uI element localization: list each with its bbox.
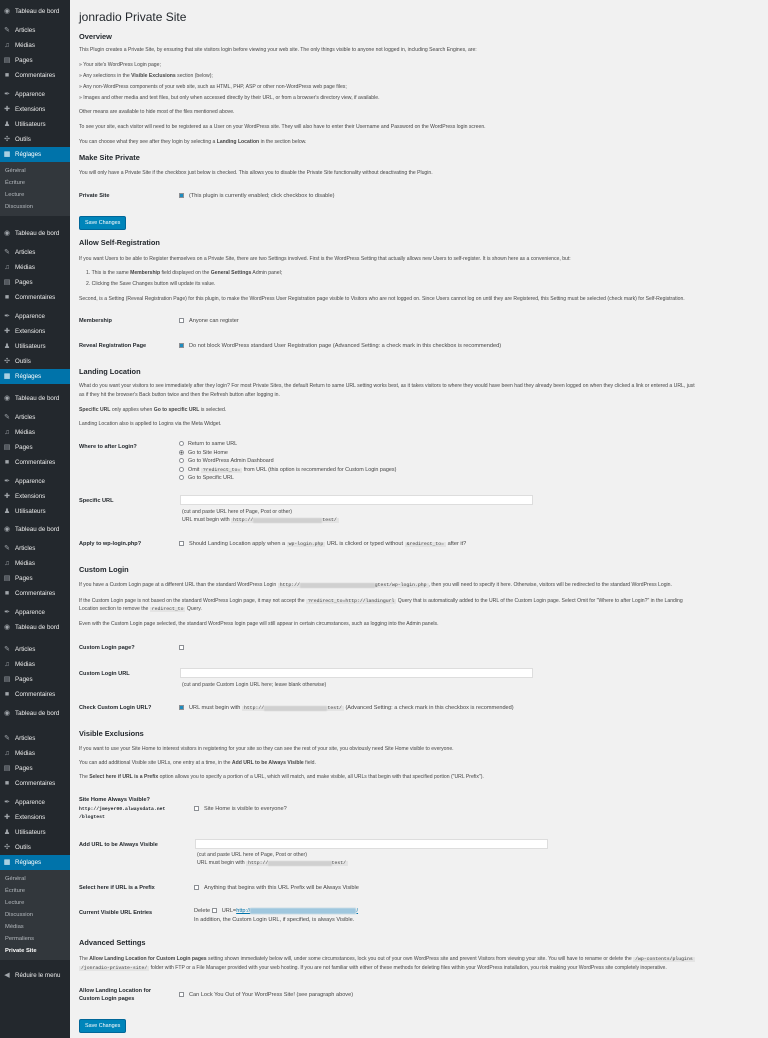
plugin-icon: ✚ — [4, 105, 10, 113]
landing-radio[interactable] — [179, 475, 184, 480]
comment-icon: ■ — [4, 779, 10, 787]
sidebar-item-label: Réduire le menu — [15, 972, 61, 979]
pin-icon: ✎ — [4, 734, 10, 742]
sidebar-item-label: Articles — [15, 735, 36, 742]
sidebar-item[interactable] — [0, 369, 70, 384]
plugin-icon: ✚ — [4, 492, 10, 500]
sidebar-item-label: Articles — [15, 249, 36, 256]
sidebar-item-label: Pages — [15, 676, 33, 683]
media-icon: ♫ — [4, 749, 10, 757]
sidebar-item-label: Apparence — [15, 609, 45, 616]
sidebar-item[interactable] — [0, 245, 70, 260]
pin-icon: ✎ — [4, 413, 10, 421]
sidebar-item[interactable] — [0, 309, 70, 324]
sidebar-submenu-item[interactable]: Discussion — [5, 204, 34, 210]
membership-option[interactable] — [179, 318, 239, 324]
sidebar-item-label: Pages — [15, 279, 33, 286]
omit-code: ?redirect_to= — [202, 467, 241, 473]
media-icon: ♫ — [4, 660, 10, 668]
current-entry-note: In addition, the Custom Login URL, if specified, is always Visible. — [194, 917, 355, 923]
overview-bullet: » Your site's WordPress Login page; — [79, 62, 161, 68]
admin-sidebar — [0, 0, 70, 1038]
sidebar-item-label: Réglages — [15, 859, 42, 866]
landing-option[interactable] — [179, 458, 274, 464]
sidebar-submenu — [0, 870, 70, 960]
sidebar-submenu-item[interactable]: Lecture — [5, 900, 25, 906]
sidebar-item-label: Extensions — [15, 106, 46, 113]
sidebar-item[interactable] — [0, 23, 70, 38]
site-home-visible-label: Site Home Always Visible? — [79, 797, 150, 803]
allow-landing-label: Custom Login pages — [79, 996, 135, 1002]
sidebar-item[interactable] — [0, 746, 70, 761]
sidebar-item[interactable] — [0, 605, 70, 620]
private-site-option[interactable] — [179, 193, 335, 199]
collapse-icon: ◀ — [4, 971, 10, 979]
custom-login-url-label: Custom Login URL — [79, 671, 130, 677]
landing-radio[interactable] — [179, 441, 184, 446]
sidebar-submenu-item[interactable]: Général — [5, 168, 26, 174]
sidebar-item-label: Pages — [15, 765, 33, 772]
custom-login-heading: Custom Login — [79, 565, 129, 574]
sidebar-item-label: Commentaires — [15, 590, 56, 597]
sidebar-item[interactable] — [0, 53, 70, 68]
settings-icon: ▦ — [3, 150, 11, 158]
sidebar-submenu-item[interactable]: Private Site — [5, 948, 37, 954]
landing-text: Landing Location also is applied to Logins via the Meta Widget. — [79, 421, 222, 427]
visible-exclusions-text: The Select here if URL is a Prefix option allows you to specify a portion of a URL, which will match, and make visible, all URLs that begin with that specified portion ("URL Prefix"). — [79, 774, 484, 780]
sidebar-item-label: Extensions — [15, 493, 46, 500]
overview-text: To see your site, each visitor will need to be registered as a User on your WordPress site. They will also have to enter their Username and Password on the WordPress login screen. — [79, 124, 486, 130]
sidebar-item[interactable] — [0, 147, 70, 162]
sidebar-item[interactable] — [0, 391, 70, 406]
page-icon: ▤ — [3, 574, 11, 582]
media-icon: ♫ — [4, 559, 10, 567]
sidebar-item[interactable] — [0, 571, 70, 586]
sidebar-item[interactable] — [0, 290, 70, 305]
custom-login-text: If the Custom Login page is not based on the standard WordPress Login page, it may not accept the ?redirect_to=http://landingurl Query that is automatically added to the URL of the Custom Login page. Select Omit for "Where to after Login?" in the Landing — [79, 598, 683, 604]
sidebar-item-label: Outils — [15, 136, 31, 143]
site-home-visible-checkbox[interactable] — [194, 806, 199, 811]
tools-icon: ✣ — [4, 357, 10, 365]
sidebar-item[interactable] — [0, 968, 70, 983]
check-custom-login-option[interactable]: URL must begin with http:// test/ (Advanced Setting: a check mark in this checkbox is recommended) — [179, 705, 514, 711]
sidebar-item-label: Apparence — [15, 478, 45, 485]
plugin-icon: ✚ — [4, 813, 10, 821]
specific-url-label: Specific URL — [79, 498, 114, 504]
users-icon: ♟ — [3, 828, 11, 836]
sidebar-item[interactable] — [0, 776, 70, 791]
landing-radio[interactable] — [179, 467, 184, 472]
sidebar-item[interactable] — [0, 117, 70, 132]
sidebar-submenu — [0, 162, 70, 216]
save-changes-button[interactable]: Save Changes — [79, 216, 126, 230]
pin-icon: ✎ — [4, 645, 10, 653]
sidebar-item[interactable] — [0, 731, 70, 746]
sidebar-item[interactable] — [0, 38, 70, 53]
overview-text: You can choose what they see after they login by selecting a Landing Location in the section below. — [79, 139, 307, 145]
sidebar-item-label: Réglages — [15, 151, 42, 158]
sidebar-item-label: Réglages — [15, 373, 42, 380]
site-home-visible-option[interactable]: Site Home is visible to everyone? — [194, 806, 287, 812]
specific-url-prefix-hint: URL must begin with http:// test/ — [182, 517, 337, 523]
sidebar-submenu-item[interactable]: Lecture — [5, 192, 25, 198]
sidebar-item[interactable] — [0, 440, 70, 455]
landing-radio[interactable] — [179, 458, 184, 463]
custom-login-text: Location section to remove the redirect_to Query. — [79, 606, 202, 612]
pin-icon: ✎ — [4, 544, 10, 552]
sidebar-item-label: Tableau de bord — [15, 624, 60, 631]
sidebar-item-label: Articles — [15, 414, 36, 421]
private-site-checkbox-text: (This plugin is currently enabled; click checkbox to disable) — [189, 193, 335, 199]
sidebar-item[interactable] — [0, 354, 70, 369]
plugin-icon: ✚ — [4, 327, 10, 335]
settings-icon: ▦ — [3, 858, 11, 866]
sidebar-item[interactable] — [0, 657, 70, 672]
comment-icon: ■ — [4, 71, 10, 79]
make-private-text: You will only have a Private Site if the checkbox just below is checked. This allows you to disable the Private Site functionality without deactivating the Plugin. — [79, 170, 433, 176]
current-entry-link[interactable]: http:// / — [236, 908, 359, 914]
appearance-icon: ✒ — [4, 608, 10, 616]
sidebar-menu-group — [0, 731, 70, 960]
page-icon: ▤ — [3, 278, 11, 286]
check-custom-login-label: Check Custom Login URL? — [79, 705, 152, 711]
sidebar-item-label: Outils — [15, 844, 31, 851]
sidebar-item-label: Tableau de bord — [15, 526, 60, 533]
visible-exclusions-text: If you want to use your Site Home to interest visitors in registering for your site so they can see the rest of your site, you obviously need Site Home visible to everyone. — [79, 746, 454, 752]
landing-option[interactable] — [179, 467, 396, 473]
sidebar-item-label: Articles — [15, 545, 36, 552]
advanced-text: The Allow Landing Location for Custom Login pages setting shown immediately below will, under some circumstances, lock you out of your own WordPress site and prevent Visitors from viewing your site. You will have to rename or delete the /wp-contents/plugins — [79, 956, 693, 962]
custom-login-text: If you have a Custom Login page at a different URL than the standard WordPress Login http:// gtest/wp-login.php , then you will need to specify it here. Otherwise, visitors will be redirected to the standard WordPress Login. — [79, 582, 672, 588]
custom-login-page-option[interactable] — [179, 645, 189, 651]
sidebar-item[interactable] — [0, 672, 70, 687]
appearance-icon: ✒ — [4, 90, 10, 98]
appearance-icon: ✒ — [4, 312, 10, 320]
apply-wp-login-checkbox[interactable] — [179, 541, 184, 546]
sidebar-item-label: Commentaires — [15, 72, 56, 79]
custom-login-page-label: Custom Login page? — [79, 645, 135, 651]
sidebar-item[interactable] — [0, 4, 70, 19]
sidebar-submenu-item[interactable]: Discussion — [5, 912, 34, 918]
sidebar-item[interactable] — [0, 522, 70, 537]
allow-landing-checkbox[interactable] — [179, 992, 184, 997]
custom-login-text: Even with the Custom Login page selected, the standard WordPress login page will still appear in certain circumstances, such as logging into the Admin panels. — [79, 621, 439, 627]
overview-bullet: » Any selections in the Visible Exclusions section (below); — [79, 73, 213, 79]
sidebar-item-label: Médias — [15, 750, 35, 757]
users-icon: ♟ — [3, 342, 11, 350]
allow-landing-option[interactable]: Can Lock You Out of Your WordPress Site! (see paragraph above) — [179, 992, 353, 998]
membership-label: Membership — [79, 318, 112, 324]
sidebar-item[interactable] — [0, 87, 70, 102]
page-icon: ▤ — [3, 675, 11, 683]
sidebar-item[interactable] — [0, 541, 70, 556]
comment-icon: ■ — [4, 589, 10, 597]
sidebar-submenu-item[interactable]: Général — [5, 876, 26, 882]
overview-text: Other means are available to hide most of the files mentioned above. — [79, 109, 235, 115]
advanced-heading: Advanced Settings — [79, 938, 146, 947]
landing-option-label: Omit — [188, 466, 200, 473]
landing-option-label: Return to same URL — [188, 441, 238, 447]
sidebar-item[interactable] — [0, 810, 70, 825]
sidebar-item[interactable] — [0, 455, 70, 470]
sidebar-menu-group — [0, 968, 70, 983]
sidebar-item-label: Utilisateurs — [15, 508, 46, 515]
sidebar-item-label: Commentaires — [15, 294, 56, 301]
private-site-checkbox[interactable] — [179, 193, 184, 198]
sidebar-item-label: Articles — [15, 646, 36, 653]
sidebar-item-label: Médias — [15, 661, 35, 668]
sidebar-item-label: Pages — [15, 444, 33, 451]
media-icon: ♫ — [4, 428, 10, 436]
add-url-input[interactable] — [195, 839, 548, 849]
sidebar-submenu-item[interactable]: Écriture — [5, 888, 25, 894]
sidebar-item-label: Articles — [15, 27, 36, 34]
overview-bullet: » Images and other media and text files, but only when accessed directly by their URL, or from a browser's directory view, if available. — [79, 95, 380, 101]
sidebar-item[interactable] — [0, 620, 70, 635]
where-after-login-label: Where to after Login? — [79, 444, 137, 450]
sidebar-item[interactable] — [0, 706, 70, 721]
sidebar-item-label: Médias — [15, 264, 35, 271]
overview-intro: This Plugin creates a Private Site, by ensuring that site visitors login before viewing your web site. The only things visible to anyone not logged in, including Search Engines, are: — [79, 47, 477, 53]
tools-icon: ✣ — [4, 135, 10, 143]
pin-icon: ✎ — [4, 248, 10, 256]
dashboard-icon: ◉ — [3, 709, 11, 717]
self-registration-text: If you want Users to be able to Register themselves on a Private Site, there are two Settings involved. First is the WordPress Setting that actually allows new Users to self-register. It is shown here as a convenience, but: — [79, 256, 571, 262]
sidebar-menu-group — [0, 391, 70, 519]
reveal-registration-text: Do not block WordPress standard User Registration page (Advanced Setting: a check mark in this checkbox is recommended) — [189, 343, 502, 349]
self-registration-heading: Allow Self-Registration — [79, 238, 160, 247]
sidebar-item[interactable] — [0, 489, 70, 504]
sidebar-item-label: Commentaires — [15, 780, 56, 787]
landing-option[interactable] — [179, 475, 234, 481]
site-home-url: http://jmeyer00.alwaysdata.net — [79, 807, 166, 812]
sidebar-item-label: Tableau de bord — [15, 395, 60, 402]
apply-wp-login-label: Apply to wp-login.php? — [79, 541, 142, 547]
sidebar-item[interactable] — [0, 795, 70, 810]
landing-text: Specific URL only applies when Go to specific URL is selected. — [79, 407, 227, 413]
private-site-label: Private Site — [79, 193, 110, 199]
sidebar-item-label: Pages — [15, 57, 33, 64]
sidebar-item[interactable] — [0, 761, 70, 776]
page-title: jonradio Private Site — [79, 10, 187, 24]
sidebar-item-label: Apparence — [15, 313, 45, 320]
sidebar-item[interactable] — [0, 556, 70, 571]
dashboard-icon: ◉ — [3, 525, 11, 533]
appearance-icon: ✒ — [4, 477, 10, 485]
sidebar-item[interactable] — [0, 474, 70, 489]
sidebar-item-label: Utilisateurs — [15, 343, 46, 350]
self-registration-list-item: 2. Clicking the Save Changes button will update its value. — [86, 281, 216, 287]
sidebar-item-label: Extensions — [15, 328, 46, 335]
sidebar-item-label: Extensions — [15, 814, 46, 821]
sidebar-item-label: Utilisateurs — [15, 121, 46, 128]
landing-option[interactable] — [179, 450, 228, 456]
sidebar-menu-group — [0, 226, 70, 384]
add-url-hint: (cut and paste URL here of Page, Post or other) — [197, 852, 307, 858]
landing-option-label: Go to Specific URL — [188, 475, 234, 481]
membership-checkbox[interactable] — [179, 318, 184, 323]
prefix-option[interactable]: Anything that begins with this URL Prefix will be Always Visible — [194, 885, 359, 891]
reveal-registration-option[interactable] — [179, 343, 501, 349]
comment-icon: ■ — [4, 458, 10, 466]
overview-heading: Overview — [79, 32, 112, 41]
add-url-prefix-hint: URL must begin with http:// test/ — [197, 860, 347, 866]
sidebar-submenu-item[interactable]: Permaliens — [5, 936, 34, 942]
sidebar-item[interactable] — [0, 586, 70, 601]
sidebar-item[interactable] — [0, 260, 70, 275]
sidebar-menu-group — [0, 642, 70, 721]
sidebar-item-label: Apparence — [15, 91, 45, 98]
make-private-heading: Make Site Private — [79, 153, 140, 162]
sidebar-item[interactable] — [0, 840, 70, 855]
delete-entry-checkbox[interactable] — [212, 908, 217, 913]
dashboard-icon: ◉ — [3, 623, 11, 631]
check-custom-login-checkbox[interactable] — [179, 705, 184, 710]
sidebar-submenu-item[interactable]: Écriture — [5, 180, 25, 186]
site-home-url: /blogtest — [79, 815, 105, 820]
omit-description: from URL (this option is recommended for Custom Login pages) — [243, 466, 397, 473]
landing-heading: Landing Location — [79, 367, 141, 376]
custom-login-url-input[interactable] — [180, 668, 533, 678]
sidebar-item-label: Apparence — [15, 799, 45, 806]
media-icon: ♫ — [4, 263, 10, 271]
page-icon: ▤ — [3, 443, 11, 451]
sidebar-item[interactable] — [0, 642, 70, 657]
visible-exclusions-text: You can add additional Visible site URLs, one entry at a time, in the Add URL to be Always Visible field. — [79, 760, 316, 766]
self-registration-list-item: 1. This is the same Membership field displayed on the General Settings Admin panel; — [86, 270, 283, 276]
sidebar-item[interactable] — [0, 68, 70, 83]
landing-text: as if they hit the browser's Back button twice and then the Refresh button after logging in. — [79, 392, 280, 398]
sidebar-item[interactable] — [0, 226, 70, 241]
membership-checkbox-text: Anyone can register — [189, 318, 239, 324]
sidebar-item[interactable] — [0, 825, 70, 840]
tools-icon: ✣ — [4, 843, 10, 851]
dashboard-icon: ◉ — [3, 7, 11, 15]
sidebar-submenu-item[interactable]: Médias — [5, 924, 24, 930]
sidebar-item-label: Commentaires — [15, 459, 56, 466]
sidebar-item[interactable] — [0, 687, 70, 702]
sidebar-menu-group — [0, 522, 70, 635]
sidebar-item-label: Médias — [15, 560, 35, 567]
sidebar-item[interactable] — [0, 410, 70, 425]
visible-exclusions-heading: Visible Exclusions — [79, 729, 144, 738]
sidebar-item-label: Commentaires — [15, 691, 56, 698]
sidebar-menu-group — [0, 4, 70, 216]
landing-radio[interactable] — [179, 450, 184, 455]
prefix-label: Select here if URL is a Prefix — [79, 885, 155, 891]
overview-bullet: » Any non-WordPress components of your web site, such as HTML, PHP, ASP or other non-WordPress web page files; — [79, 84, 347, 90]
apply-wp-login-option[interactable]: Should Landing Location apply when a wp-login.php URL is clicked or typed without &redirect_to= after it? — [179, 541, 466, 547]
sidebar-item[interactable] — [0, 132, 70, 147]
advanced-text: /jonradio-private-site/ folder with FTP or a File Manager provided with your web hosting. If you are not familiar with either of these methods for deleting files within your WordPress installation, you risk making your WordPress site completely inoperative. — [81, 965, 667, 971]
sidebar-item-label: Utilisateurs — [15, 829, 46, 836]
dashboard-icon: ◉ — [3, 394, 11, 402]
comment-icon: ■ — [4, 293, 10, 301]
sidebar-item[interactable] — [0, 504, 70, 519]
sidebar-item[interactable] — [0, 425, 70, 440]
specific-url-input[interactable] — [180, 495, 533, 505]
sidebar-item-label: Outils — [15, 358, 31, 365]
save-changes-button-bottom[interactable]: Save Changes — [79, 1019, 126, 1033]
media-icon: ♫ — [4, 41, 10, 49]
add-url-label: Add URL to be Always Visible — [79, 842, 158, 848]
dashboard-icon: ◉ — [3, 229, 11, 237]
custom-login-url-hint: (cut and paste Custom Login URL here; leave blank otherwise) — [182, 682, 327, 688]
users-icon: ♟ — [3, 507, 11, 515]
reveal-registration-label: Reveal Registration Page — [79, 343, 147, 349]
landing-option-label: Go to WordPress Admin Dashboard — [188, 458, 274, 464]
page-icon: ▤ — [3, 764, 11, 772]
custom-login-page-checkbox[interactable] — [179, 645, 184, 650]
sidebar-item-label: Tableau de bord — [15, 230, 60, 237]
self-registration-text: Second, is a Setting (Reveal Registration Page) for this plugin, to make the WordPress User Registration page visible to Visitors who are not logged on. Since Users cannot log on until they are Registered, this Setting must be selected (check mark) for Self-Registration. — [79, 296, 685, 302]
sidebar-item[interactable] — [0, 275, 70, 290]
sidebar-item[interactable] — [0, 324, 70, 339]
current-entry: Delete URL=http:// / — [194, 908, 359, 914]
sidebar-item[interactable] — [0, 102, 70, 117]
sidebar-item-label: Tableau de bord — [15, 8, 60, 15]
page-icon: ▤ — [3, 56, 11, 64]
sidebar-item-label: Tableau de bord — [15, 710, 60, 717]
pin-icon: ✎ — [4, 26, 10, 34]
sidebar-item[interactable] — [0, 339, 70, 354]
sidebar-item[interactable] — [0, 855, 70, 870]
users-icon: ♟ — [3, 120, 11, 128]
sidebar-item-label: Médias — [15, 429, 35, 436]
allow-landing-label: Allow Landing Location for — [79, 988, 152, 994]
sidebar-item-label: Pages — [15, 575, 33, 582]
landing-option[interactable] — [179, 441, 237, 447]
specific-url-hint: (cut and paste URL here of Page, Post or other) — [182, 509, 292, 515]
landing-text: What do you want your visitors to see immediately after they login? For most Private Sites, the default Return to same URL setting works best, as it takes visitors to where they would have been had they already been logged on when they clicked a link or entered a URL, just — [79, 383, 695, 389]
current-entries-label: Current Visible URL Entries — [79, 910, 153, 916]
appearance-icon: ✒ — [4, 798, 10, 806]
sidebar-item-label: Médias — [15, 42, 35, 49]
prefix-checkbox[interactable] — [194, 885, 199, 890]
landing-option-label: Go to Site Home — [188, 449, 228, 456]
comment-icon: ■ — [4, 690, 10, 698]
settings-icon: ▦ — [3, 372, 11, 380]
reveal-registration-checkbox[interactable] — [179, 343, 184, 348]
